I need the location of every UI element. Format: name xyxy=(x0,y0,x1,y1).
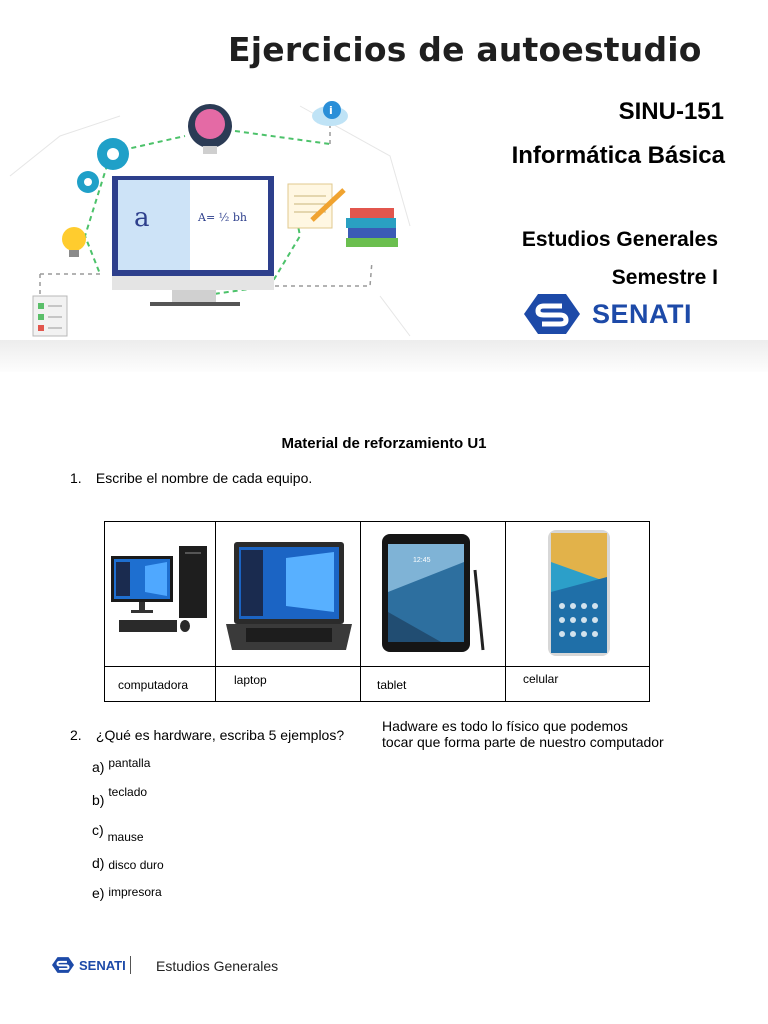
senati-logo-text: SENATI xyxy=(592,298,693,329)
senati-logo-icon xyxy=(524,294,580,334)
option-c xyxy=(92,822,144,844)
device-answer: computadora xyxy=(118,678,189,692)
question-2-answer xyxy=(382,718,664,750)
device-answer-cell xyxy=(361,667,506,702)
lightbulb-icon xyxy=(62,227,86,257)
checklist-icon xyxy=(33,296,67,336)
device-answer-cell xyxy=(506,667,650,702)
svg-text:i: i xyxy=(329,104,333,117)
answer-line: tocar que forma parte de nuestro computador xyxy=(382,734,664,750)
question-2 xyxy=(70,727,344,743)
question-text: ¿Qué es hardware, escriba 5 ejemplos? xyxy=(95,727,345,743)
footer-separator xyxy=(130,956,131,974)
education-illustration xyxy=(0,96,420,346)
device-image-cell xyxy=(361,522,506,667)
course-code: SINU-151 xyxy=(618,98,724,125)
option-answer: disco duro xyxy=(108,858,164,872)
brain-lightbulb-icon xyxy=(188,104,232,154)
footer-logo-text: SENATI xyxy=(79,957,126,973)
question-number: 1. xyxy=(70,470,82,486)
senati-logo xyxy=(524,294,692,334)
table-row xyxy=(105,522,650,667)
device-answer: celular xyxy=(523,672,559,686)
desktop-computer-icon xyxy=(105,522,214,661)
question-number: 2. xyxy=(70,727,82,743)
option-e xyxy=(92,885,162,901)
course-name: Informática Básica xyxy=(511,142,725,169)
notepad-icon xyxy=(288,184,344,228)
smartphone-icon xyxy=(506,522,648,661)
svg-text:12:45: 12:45 xyxy=(413,557,431,564)
semester-label: Semestre I xyxy=(611,266,718,289)
device-answer-cell xyxy=(216,667,361,702)
answer-line: Hadware es todo lo físico que podemos xyxy=(382,718,628,734)
tablet-icon xyxy=(361,522,504,661)
option-a xyxy=(92,756,151,775)
device-image-cell xyxy=(105,522,216,667)
device-answer-cell xyxy=(105,667,216,702)
option-letter: a) xyxy=(92,759,105,775)
device-image-cell xyxy=(506,522,650,667)
question-text: Escribe el nombre de cada equipo. xyxy=(95,470,313,486)
option-letter: b) xyxy=(92,792,105,808)
device-answer: tablet xyxy=(377,678,407,692)
option-answer: impresora xyxy=(108,885,162,899)
option-answer: teclado xyxy=(108,785,148,799)
department-label: Estudios Generales xyxy=(521,228,718,251)
document-heading: Material de reforzamiento U1 xyxy=(281,435,487,452)
devices-table xyxy=(104,521,650,702)
question-1 xyxy=(70,470,312,486)
header-banner xyxy=(0,0,768,372)
senati-logo-icon xyxy=(52,956,74,974)
option-b xyxy=(92,785,148,808)
option-letter: d) xyxy=(92,855,105,871)
monitor-icon xyxy=(112,176,274,306)
table-row xyxy=(105,667,650,702)
laptop-icon xyxy=(216,522,359,661)
books-icon xyxy=(346,208,398,247)
device-image-cell xyxy=(216,522,361,667)
option-answer: mause xyxy=(107,830,144,844)
option-letter: c) xyxy=(92,822,104,838)
device-answer: laptop xyxy=(234,673,267,687)
option-letter: e) xyxy=(92,885,105,901)
svg-text:A= ½ bh: A= ½ bh xyxy=(198,211,247,224)
option-d xyxy=(92,855,164,871)
page-title: Ejercicios de autoestudio xyxy=(228,30,702,69)
info-cloud-icon xyxy=(312,101,348,126)
footer-text: Estudios Generales xyxy=(156,958,279,974)
svg-text:a: a xyxy=(134,203,150,233)
option-answer: pantalla xyxy=(108,756,151,770)
footer-logo xyxy=(52,956,131,974)
